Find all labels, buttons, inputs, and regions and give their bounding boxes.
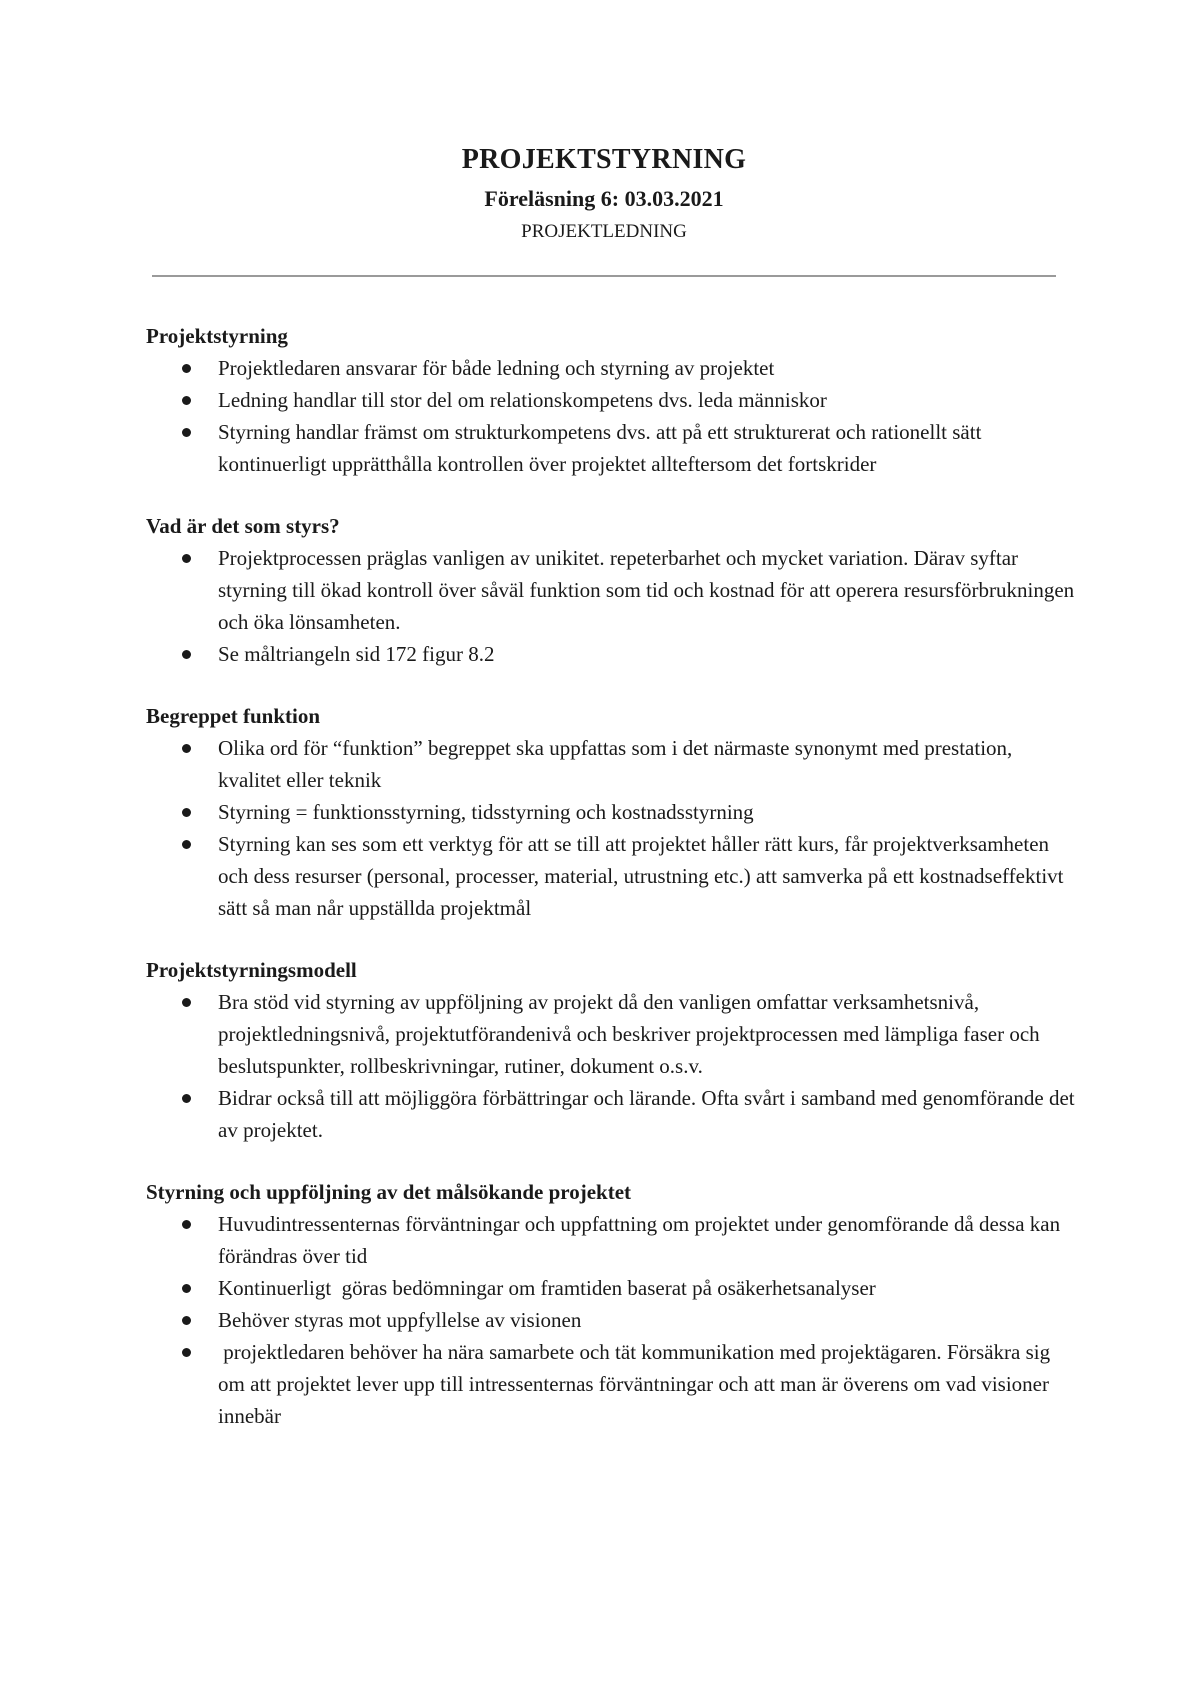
document-title: PROJEKTSTYRNING [461, 144, 747, 175]
bullet-list [146, 352, 1076, 480]
bullet-dot-icon [182, 428, 191, 437]
list-item [146, 828, 1076, 924]
bullet-dot-icon [182, 1316, 191, 1325]
bullet-list [146, 732, 1076, 924]
bullet-dot-icon [182, 998, 191, 1007]
list-item [146, 542, 1080, 638]
list-item [146, 384, 1076, 416]
bullet-list [146, 542, 1080, 670]
section [146, 510, 1080, 670]
bullet-list [146, 986, 1080, 1146]
list-item-text: Bidrar också till att möjliggöra förbättringar och lärande. Ofta svårt i samband med genomförande det av projektet. [218, 1086, 1080, 1142]
list-item [146, 732, 1076, 796]
document-header [148, 140, 1060, 248]
bullet-dot-icon [182, 1220, 191, 1229]
section-heading: Projektstyrningsmodell [146, 958, 357, 982]
list-item-text: Styrning kan ses som ett verktyg för att se till att projektet håller rätt kurs, får projektverksamheten och dess resurser (personal, processer, material, utrustning etc.) att samverka på ett kostnadseffektivt sätt så man når uppställda projektmål [218, 832, 1069, 920]
lecture-subtitle: Föreläsning 6: 03.03.2021 [484, 186, 724, 211]
bullet-dot-icon [182, 554, 191, 563]
bullet-dot-icon [182, 650, 191, 659]
list-item-text: projektledaren behöver ha nära samarbete och tät kommunikation med projektägaren. Försäkra sig om att projektet lever upp till intressenternas förväntningar och att man är överens om vad visioner innebär [218, 1340, 1056, 1428]
bullet-dot-icon [182, 808, 191, 817]
list-item-text: Ledning handlar till stor del om relationskompetens dvs. leda människor [218, 388, 827, 412]
list-item [146, 638, 1076, 670]
section-heading: Begreppet funktion [146, 704, 321, 728]
list-item-text: Bra stöd vid styrning av uppföljning av projekt då den vanligen omfattar verksamhetsnivå, projektledningsnivå, projektutförandenivå och beskriver projektprocessen med lämpliga faser och beslutspunkter, rollbeskrivningar, rutiner, dokument o.s.v. [218, 990, 1045, 1078]
document-body [146, 320, 1080, 1462]
list-item-text: Styrning = funktionsstyrning, tidsstyrning och kostnadsstyrning [218, 800, 754, 824]
list-item [146, 416, 1076, 480]
list-item-text: Projektledaren ansvarar för både ledning och styrning av projektet [218, 356, 775, 380]
bullet-dot-icon [182, 1348, 191, 1357]
list-item [146, 1336, 1076, 1432]
list-item [146, 1082, 1080, 1146]
section [146, 1176, 1076, 1432]
bullet-list [146, 1208, 1076, 1432]
list-item [146, 1208, 1076, 1272]
bullet-dot-icon [182, 396, 191, 405]
list-item-text: Styrning handlar främst om strukturkompetens dvs. att på ett strukturerat och rationellt sätt kontinuerligt upprätthålla kontrollen över projektet allteftersom det fortskrider [218, 420, 987, 476]
section-heading: Styrning och uppföljning av det målsökande projektet [146, 1180, 632, 1204]
topic-subtitle: PROJEKTLEDNING [521, 221, 687, 242]
section-heading: Vad är det som styrs? [146, 514, 340, 538]
bullet-dot-icon [182, 840, 191, 849]
list-item [146, 1304, 1076, 1336]
list-item-text: Kontinuerligt göras bedömningar om framtiden baserat på osäkerhetsanalyser [218, 1276, 876, 1300]
list-item-text: Projektprocessen präglas vanligen av unikitet. repeterbarhet och mycket variation. Därav syftar styrning till ökad kontroll över såväl funktion som tid och kostnad för att operera resursförbrukningen och öka lönsamheten. [218, 546, 1080, 634]
bullet-dot-icon [182, 364, 191, 373]
section [146, 700, 1076, 924]
bullet-dot-icon [182, 1284, 191, 1293]
list-item-text: Olika ord för “funktion” begreppet ska uppfattas som i det närmaste synonymt med prestation, kvalitet eller teknik [218, 736, 1018, 792]
list-item [146, 1272, 1076, 1304]
list-item-text: Behöver styras mot uppfyllelse av visionen [218, 1308, 582, 1332]
section-heading: Projektstyrning [146, 324, 288, 348]
list-item [146, 352, 1076, 384]
horizontal-divider [152, 275, 1056, 277]
list-item-text: Se måltriangeln sid 172 figur 8.2 [218, 642, 495, 666]
section [146, 320, 1076, 480]
list-item [146, 796, 1076, 828]
list-item-text: Huvudintressenternas förväntningar och uppfattning om projektet under genomförande då dessa kan förändras över tid [218, 1212, 1066, 1268]
list-item [146, 986, 1076, 1082]
bullet-dot-icon [182, 744, 191, 753]
section [146, 954, 1080, 1146]
bullet-dot-icon [182, 1094, 191, 1103]
